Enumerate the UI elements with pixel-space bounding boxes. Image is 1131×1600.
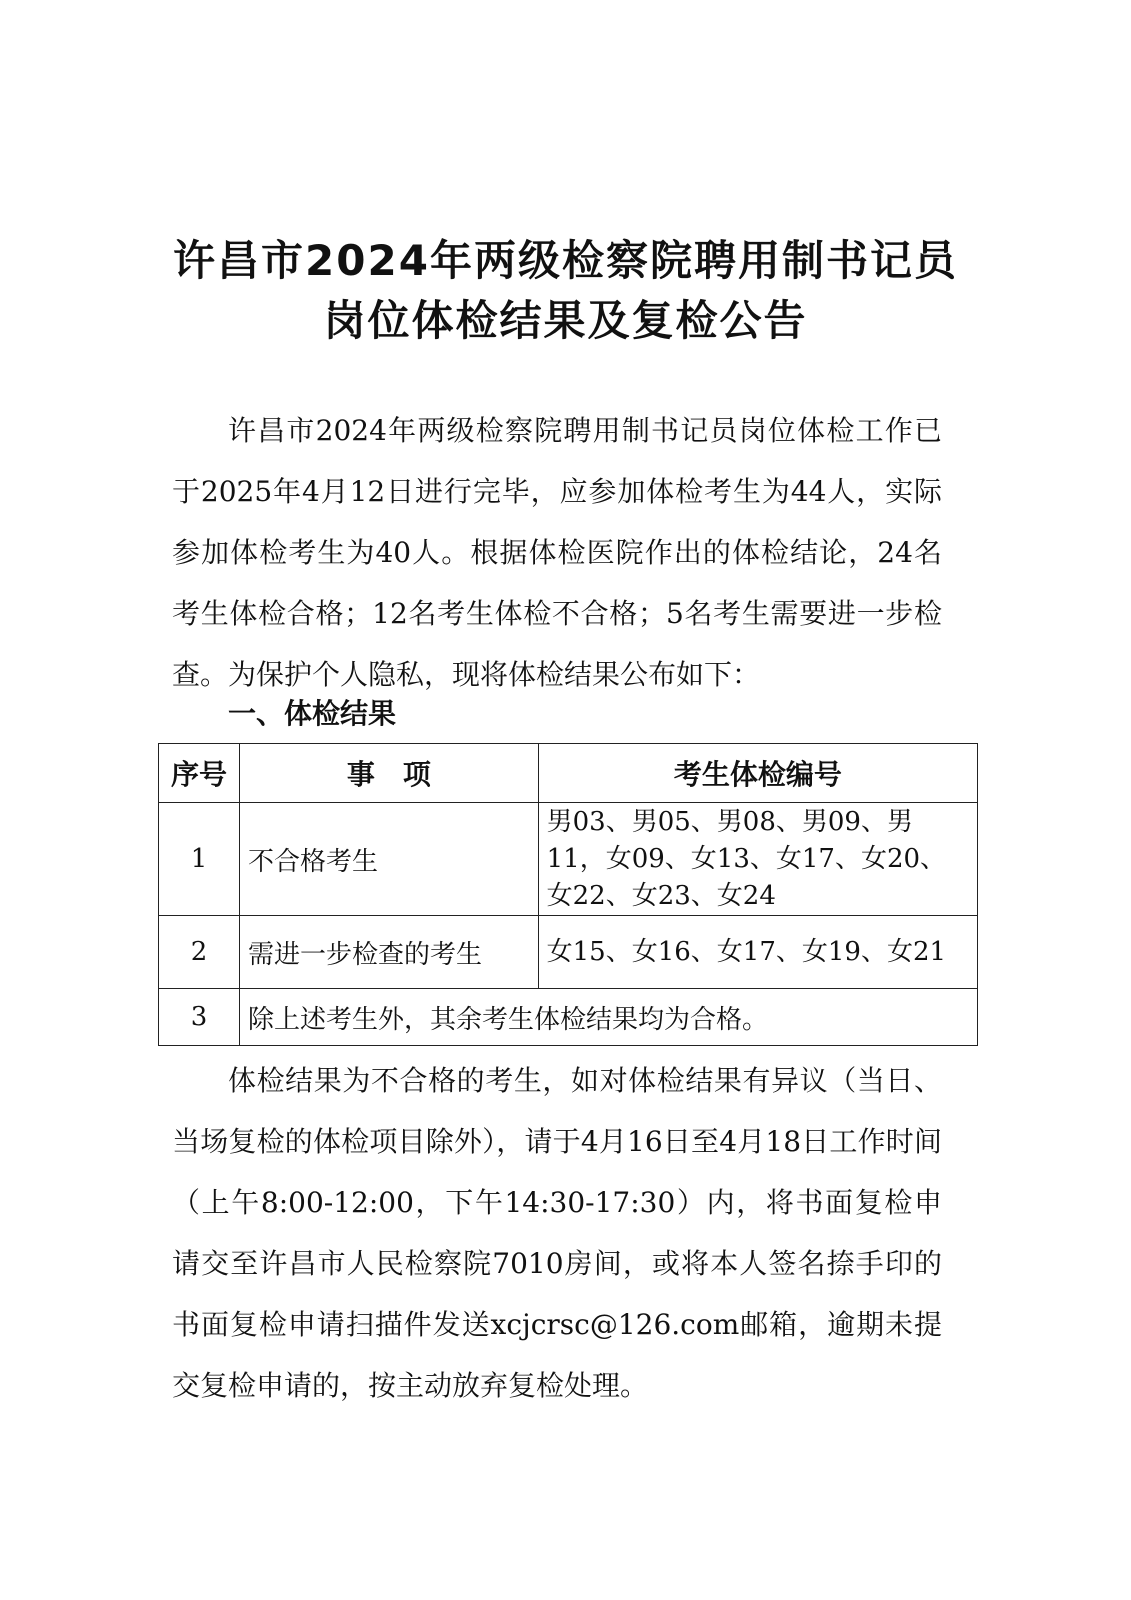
document-title-line-2: 岗位体检结果及复检公告 xyxy=(323,296,808,345)
intro-paragraph: 许昌市2024年两级检察院聘用制书记员岗位体检工作已于2025年4月12日进行完毕，应参加体检考生为44人，实际参加体检考生为40人。根据体检医院作出的体检结论，24名考生体检合格；12名考生体检不合格；5名考生需要进一步检查。为保护个人隐私，现将体检结果公布如下： xyxy=(172,414,942,691)
table-header-row xyxy=(159,744,978,803)
row-serial-number: 1 xyxy=(159,803,240,916)
section-heading-results: 一、体检结果 xyxy=(228,697,397,730)
row-candidate-ids: 男03、男05、男08、男09、男11，女09、女13、女17、女20、女22、女23、女24 xyxy=(538,803,977,916)
header-serial-number: 序号 xyxy=(159,744,240,803)
document-title-line-1: 许昌市2024年两级检察院聘用制书记员 xyxy=(173,236,958,285)
table-row xyxy=(159,989,978,1046)
table-row xyxy=(159,803,978,916)
results-table xyxy=(158,743,978,1046)
row-merged-note: 除上述考生外，其余考生体检结果均为合格。 xyxy=(240,989,978,1046)
row-item: 不合格考生 xyxy=(240,803,539,916)
row-serial-number: 2 xyxy=(159,916,240,989)
row-serial-number: 3 xyxy=(159,989,240,1046)
recheck-paragraph: 体检结果为不合格的考生，如对体检结果有异议（当日、当场复检的体检项目除外），请于4月16日至4月18日工作时间（上午8:00-12:00，下午14:30-17:30）内，将书面复检申请交至许昌市人民检察院7010房间，或将本人签名捺手印的书面复检申请扫描件发送xcjcrsc@126.com邮箱，逾期未提交复检申请的，按主动放弃复检处理。 xyxy=(172,1064,942,1402)
row-candidate-ids: 女15、女16、女17、女19、女21 xyxy=(538,916,977,989)
row-item: 需进一步检查的考生 xyxy=(240,916,539,989)
header-candidate-ids: 考生体检编号 xyxy=(538,744,977,803)
table-row xyxy=(159,916,978,989)
header-item: 事 项 xyxy=(240,744,539,803)
